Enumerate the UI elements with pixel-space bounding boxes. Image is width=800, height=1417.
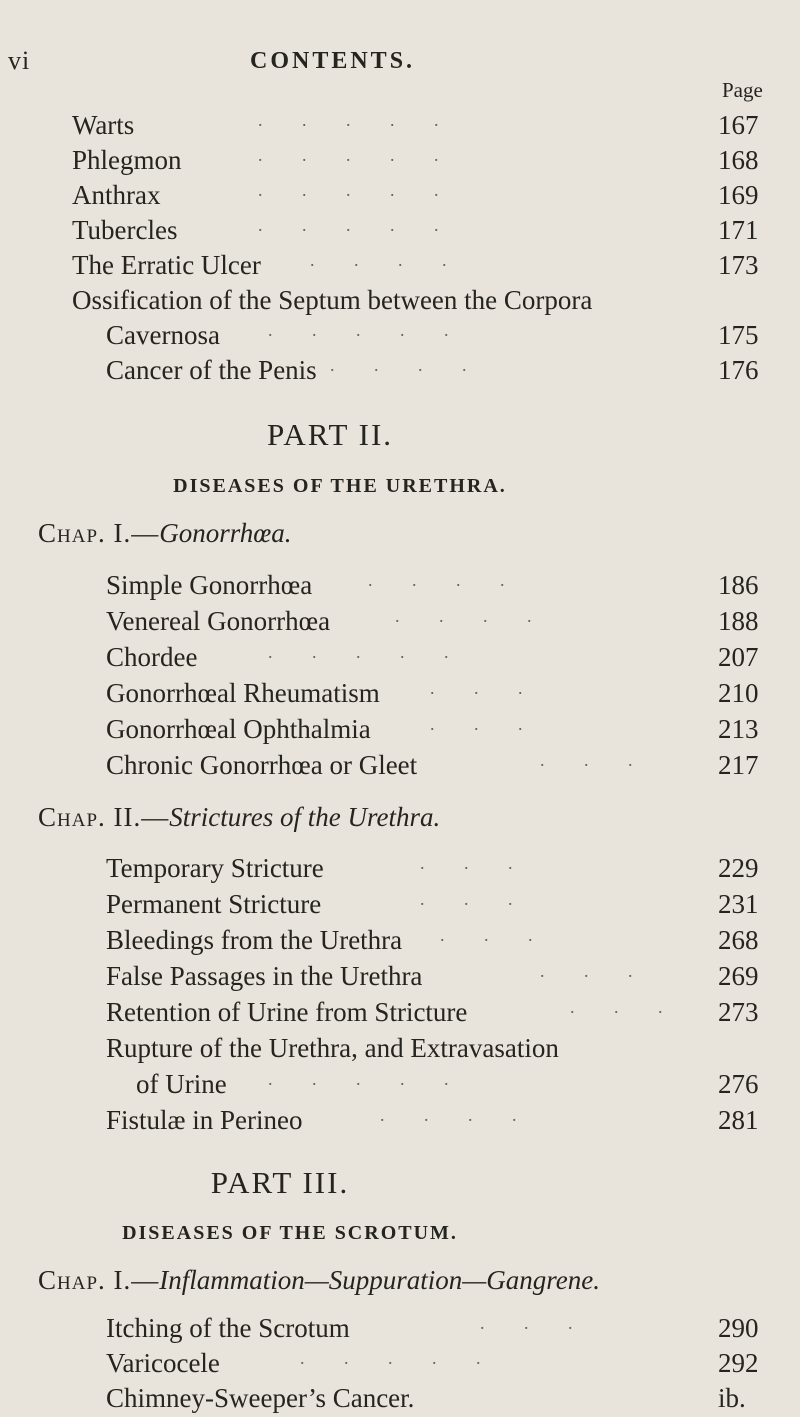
toc-entry: Cancer of the Penis . . . . 176: [106, 355, 759, 385]
page-number: vi: [8, 46, 31, 75]
running-head: CONTENTS.: [250, 48, 416, 74]
toc-entry: Rupture of the Urethra, and Extravasation: [106, 1033, 559, 1063]
toc-entry: Permanent Stricture . . . 231: [106, 889, 759, 919]
toc-entry: of Urine . . . . . 276: [136, 1069, 759, 1099]
toc-entry: Chronic Gonorrhœa or Gleet . . . 217: [106, 750, 759, 780]
toc-entry: Chimney-Sweeper’s Cancer. ib.: [106, 1383, 746, 1413]
toc-entry: The Erratic Ulcer . . . . 173: [72, 250, 759, 280]
toc-entry: Ossification of the Septum between the Corpora: [72, 285, 593, 315]
toc-entry: Venereal Gonorrhœa . . . . 188: [106, 606, 759, 636]
toc-entry: Bleedings from the Urethra . . . 268: [106, 925, 759, 955]
toc-entry: Cavernosa . . . . . 175: [106, 320, 759, 350]
toc-entry: Warts . . . . . 167: [72, 110, 759, 140]
toc-entry: Anthrax . . . . . 169: [72, 180, 759, 210]
part-subtitle: DISEASES OF THE SCROTUM.: [122, 1222, 458, 1244]
toc-entry: Gonorrhœal Ophthalmia . . . 213: [106, 714, 759, 744]
chapter-heading: Chap. I.—Inflammation—Suppuration—Gangrene.: [38, 1265, 601, 1295]
toc-entry: Itching of the Scrotum . . . 290: [106, 1313, 759, 1343]
toc-entry: Simple Gonorrhœa . . . . 186: [106, 570, 759, 600]
toc-entry: Temporary Stricture . . . 229: [106, 853, 759, 883]
toc-entry: Fistulæ in Perineo . . . . 281: [106, 1105, 759, 1135]
chapter-heading: Chap. II.—Strictures of the Urethra.: [38, 802, 441, 832]
toc-entry: Phlegmon . . . . . 168: [72, 145, 759, 175]
toc-entry: False Passages in the Urethra . . . 269: [106, 961, 759, 991]
toc-entry: Chordee . . . . . 207: [106, 642, 759, 672]
toc-entry: Varicocele . . . . . 292: [106, 1348, 759, 1378]
page-column-label: Page: [722, 78, 763, 102]
part-heading: PART II.: [266, 417, 394, 452]
chapter-heading: Chap. I.—Gonorrhœa.: [38, 518, 292, 548]
part-heading: PART III.: [210, 1165, 350, 1200]
toc-entry: Retention of Urine from Stricture . . . 273: [106, 997, 759, 1027]
toc-entry: Gonorrhœal Rheumatism . . . 210: [106, 678, 759, 708]
toc-entry: Tubercles . . . . . 171: [72, 215, 759, 245]
part-subtitle: DISEASES OF THE URETHRA.: [173, 475, 507, 497]
